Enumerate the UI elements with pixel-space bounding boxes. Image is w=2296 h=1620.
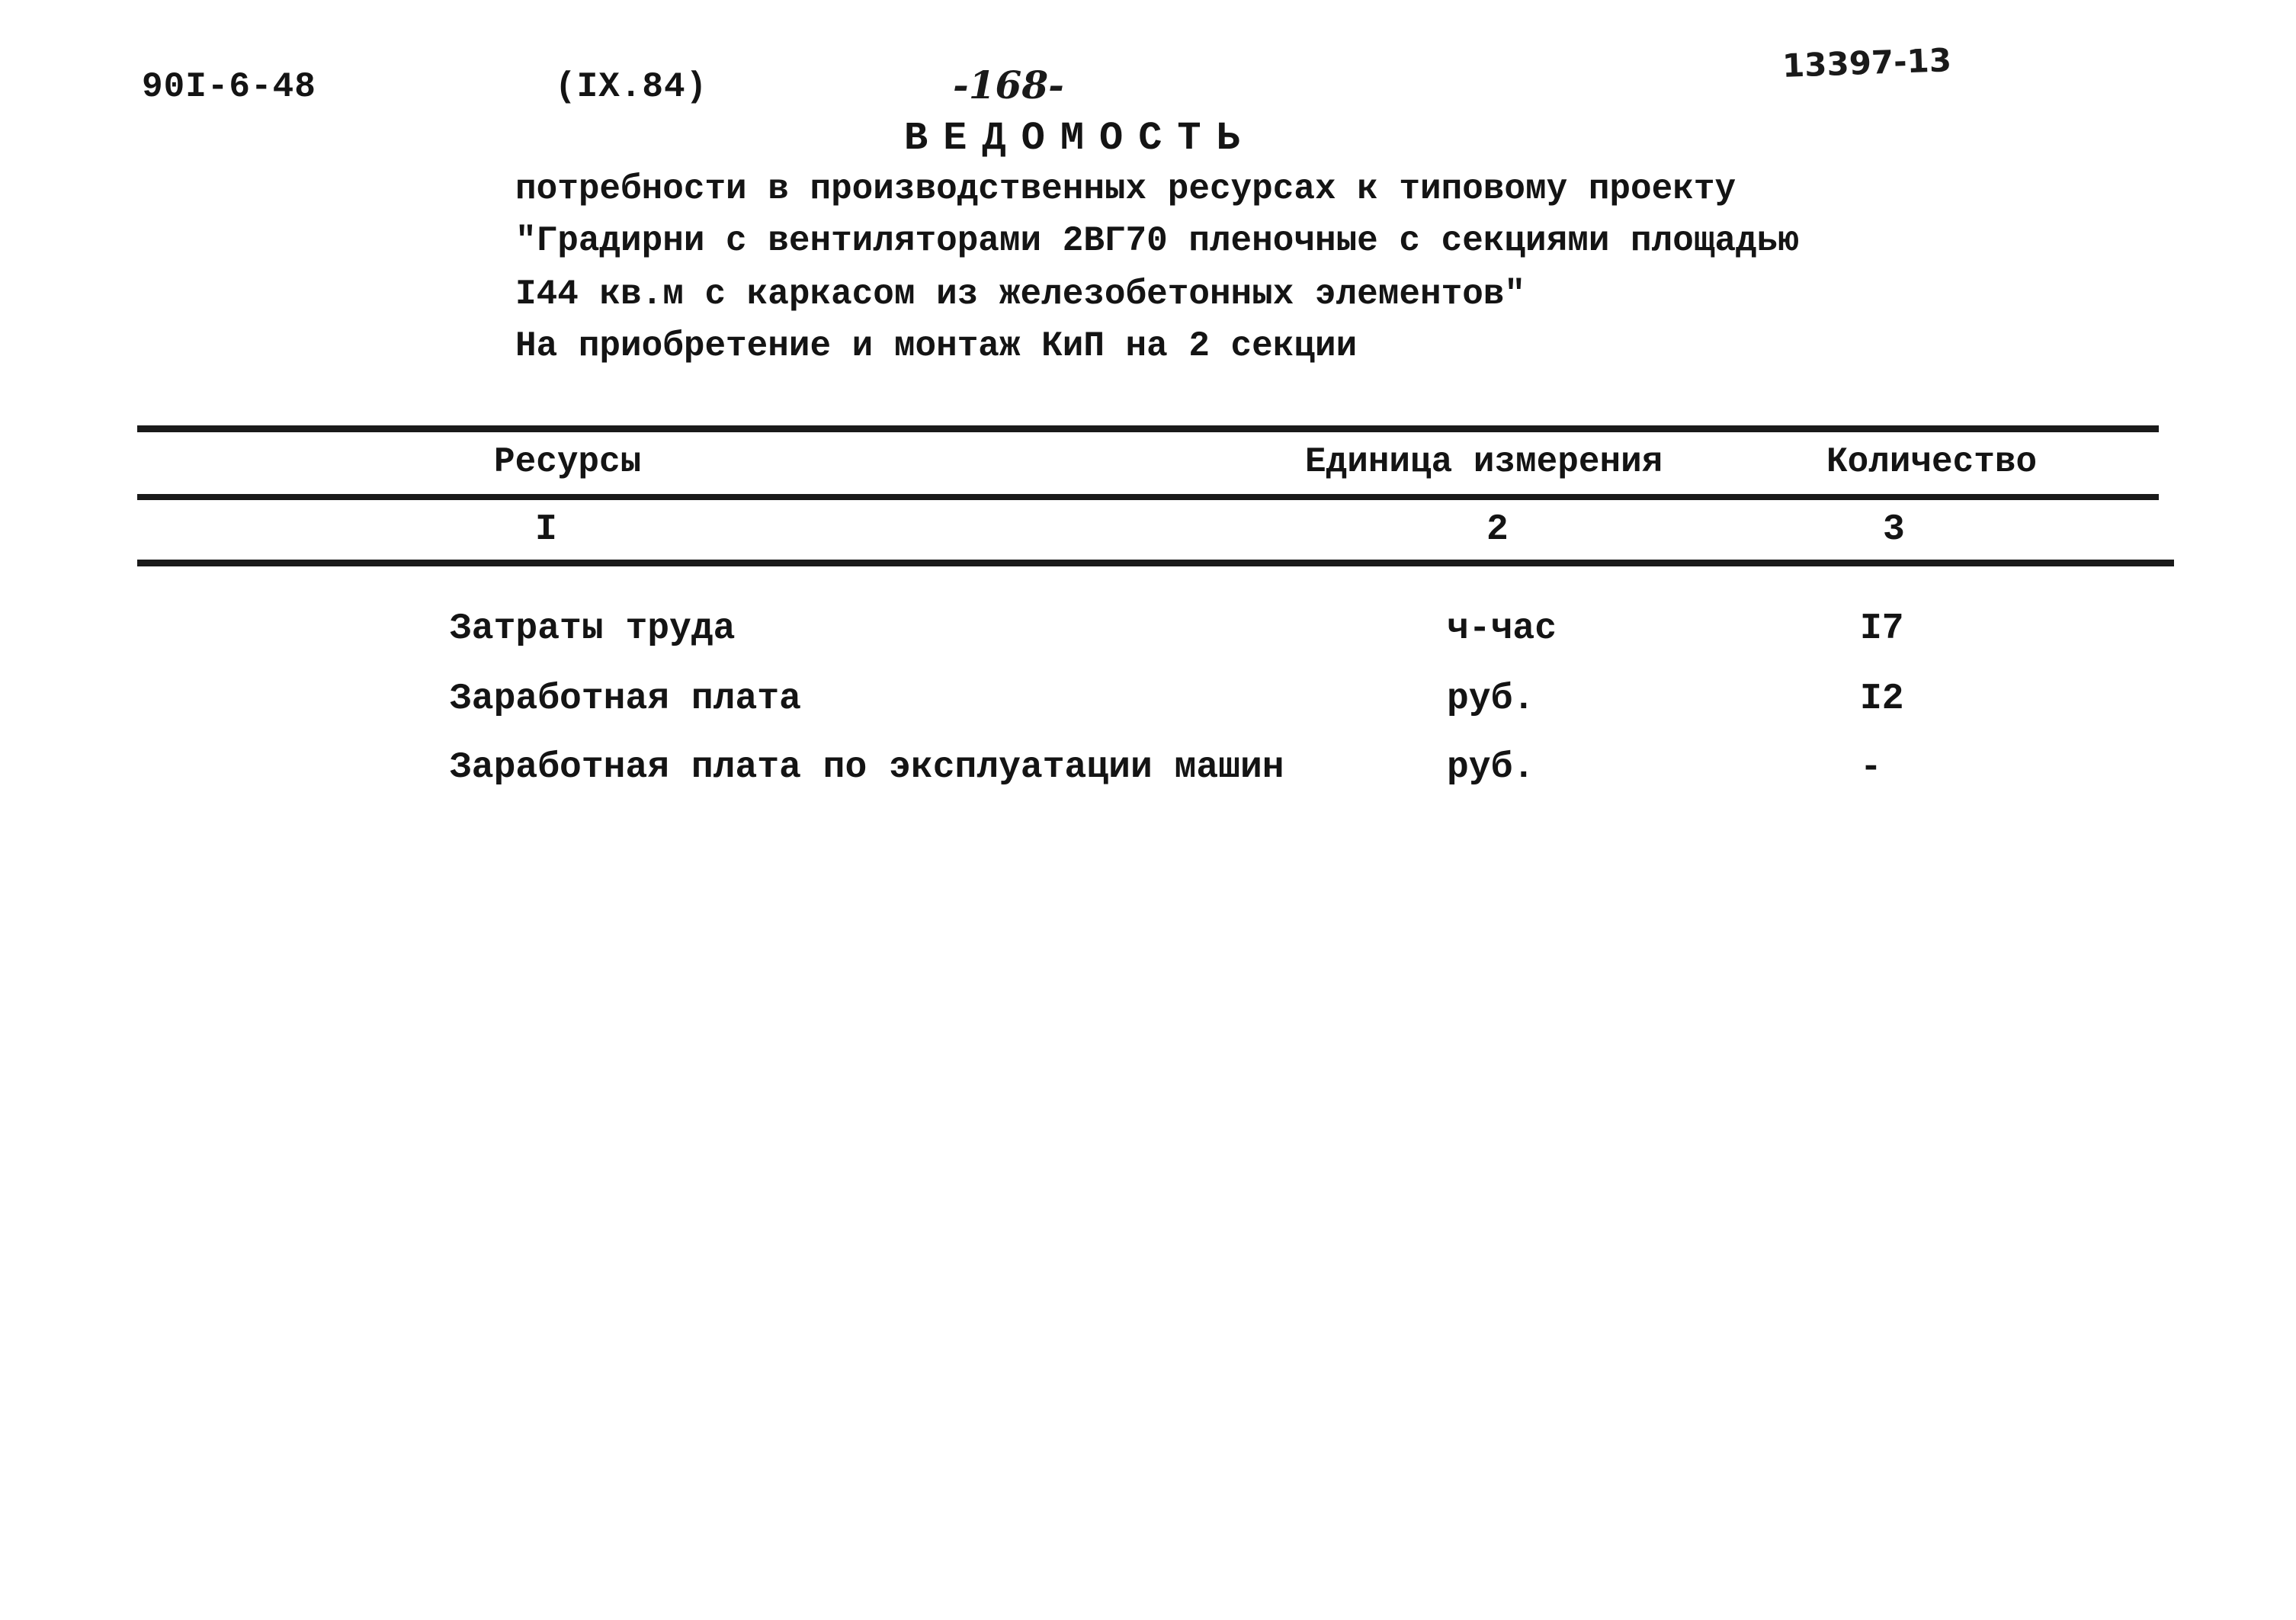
archive-number: 13397-13 [1781, 41, 1952, 85]
subtitle-line-2: "Градирни с вентиляторами 2ВГ70 пленочные с секциями площадью [515, 221, 1799, 261]
column-number-2: 2 [1486, 509, 1509, 550]
row-quantity: - [1860, 747, 1882, 788]
column-header-resources: Ресурсы [494, 442, 642, 482]
row-resource: Заработная плата [450, 678, 801, 720]
row-unit: руб. [1447, 747, 1535, 788]
table-numbering-rule [137, 560, 2174, 566]
column-number-1: I [535, 509, 557, 550]
row-quantity: I2 [1860, 678, 1904, 720]
subtitle-line-1: потребности в производственных ресурсах к типовому проекту [515, 169, 1736, 209]
column-header-unit: Единица измерения [1305, 442, 1663, 482]
row-resource: Заработная плата по эксплуатации машин [450, 747, 1284, 788]
subtitle-line-3: I44 кв.м с каркасом из железобетонных элементов" [515, 274, 1526, 314]
row-resource: Затраты труда [450, 608, 736, 650]
row-quantity: I7 [1860, 608, 1904, 650]
row-unit: ч-час [1447, 608, 1557, 650]
table-top-rule [137, 425, 2159, 432]
column-number-3: 3 [1883, 509, 1905, 550]
document-code: 90I-6-48 [142, 67, 316, 107]
page-number: -168- [953, 63, 1064, 107]
row-unit: руб. [1447, 678, 1535, 720]
subtitle-line-4: На приобретение и монтаж КиП на 2 секции [515, 326, 1358, 366]
document-title: ВЕДОМОСТЬ [904, 116, 1255, 161]
column-header-quantity: Количество [1826, 442, 2038, 482]
table-header-rule [137, 494, 2159, 500]
document-date: (IX.84) [555, 67, 708, 107]
